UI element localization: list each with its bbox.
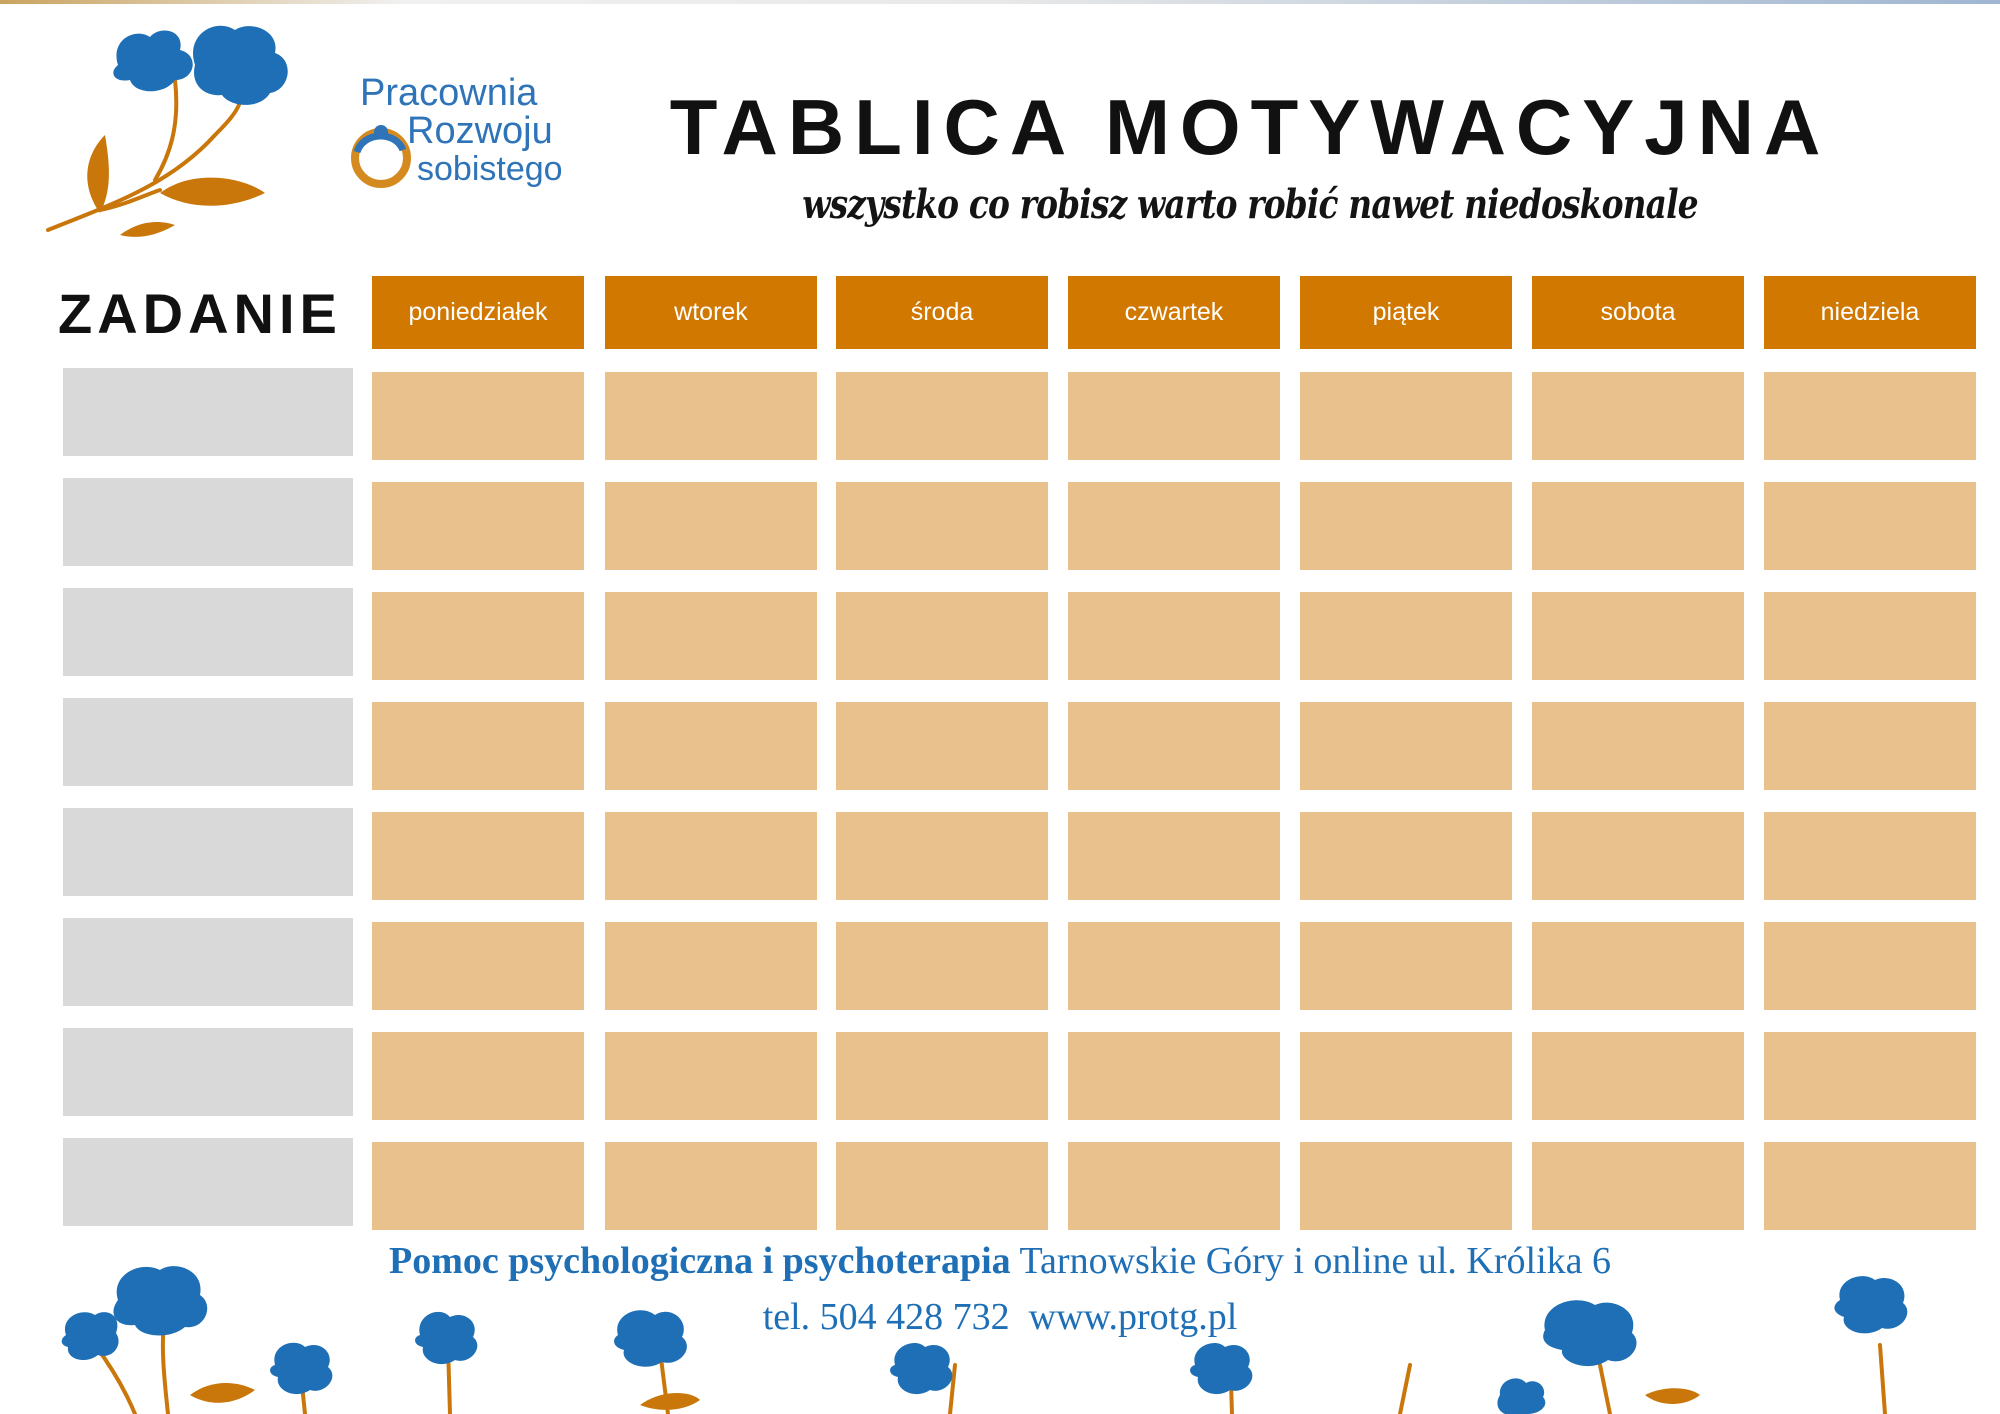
day-cell-row-5-col-2[interactable] (605, 812, 817, 900)
day-header-5: piątek (1300, 276, 1512, 349)
day-cell-row-6-col-5[interactable] (1300, 922, 1512, 1010)
day-cell-row-3-col-5[interactable] (1300, 592, 1512, 680)
day-cell-row-6-col-4[interactable] (1068, 922, 1280, 1010)
day-cell-row-8-col-2[interactable] (605, 1142, 817, 1230)
flower-decoration-icon (40, 15, 300, 240)
day-cell-row-4-col-5[interactable] (1300, 702, 1512, 790)
logo-text-line1: Pracownia (360, 72, 538, 114)
task-column-header: ZADANIE (58, 282, 342, 345)
day-cell-row-7-col-6[interactable] (1532, 1032, 1744, 1120)
logo-text-line3: sobistego (417, 150, 563, 188)
day-cell-row-5-col-1[interactable] (372, 812, 584, 900)
logo-mark-icon (345, 102, 415, 192)
day-cell-row-2-col-6[interactable] (1532, 482, 1744, 570)
day-cell-row-1-col-1[interactable] (372, 372, 584, 460)
day-cell-row-4-col-3[interactable] (836, 702, 1048, 790)
task-cell-row-2[interactable] (63, 478, 353, 566)
day-cell-row-2-col-1[interactable] (372, 482, 584, 570)
logo-text-line2: Rozwoju (407, 110, 553, 152)
day-cell-row-4-col-4[interactable] (1068, 702, 1280, 790)
day-cell-row-6-col-3[interactable] (836, 922, 1048, 1010)
day-header-7: niedziela (1764, 276, 1976, 349)
day-cell-row-7-col-4[interactable] (1068, 1032, 1280, 1120)
day-cell-row-4-col-6[interactable] (1532, 702, 1744, 790)
day-cell-row-2-col-3[interactable] (836, 482, 1048, 570)
footer-phone: tel. 504 428 732 (762, 1296, 1010, 1338)
day-cell-row-4-col-7[interactable] (1764, 702, 1976, 790)
day-cell-row-3-col-6[interactable] (1532, 592, 1744, 680)
day-header-3: środa (836, 276, 1048, 349)
day-cell-row-5-col-5[interactable] (1300, 812, 1512, 900)
day-cell-row-7-col-2[interactable] (605, 1032, 817, 1120)
logo (345, 72, 595, 197)
day-cell-row-6-col-6[interactable] (1532, 922, 1744, 1010)
task-cell-row-5[interactable] (63, 808, 353, 896)
day-cell-row-3-col-3[interactable] (836, 592, 1048, 680)
day-cell-row-5-col-4[interactable] (1068, 812, 1280, 900)
day-cell-row-1-col-3[interactable] (836, 372, 1048, 460)
day-cell-row-2-col-2[interactable] (605, 482, 817, 570)
day-header-2: wtorek (605, 276, 817, 349)
day-cell-row-7-col-7[interactable] (1764, 1032, 1976, 1120)
day-cell-row-2-col-7[interactable] (1764, 482, 1976, 570)
task-cell-row-6[interactable] (63, 918, 353, 1006)
footer-services-bold: Pomoc psychologiczna i psychoterapia (388, 1240, 1011, 1282)
task-cell-row-8[interactable] (63, 1138, 353, 1226)
day-cell-row-2-col-4[interactable] (1068, 482, 1280, 570)
day-cell-row-1-col-4[interactable] (1068, 372, 1280, 460)
day-cell-row-8-col-7[interactable] (1764, 1142, 1976, 1230)
day-cell-row-5-col-3[interactable] (836, 812, 1048, 900)
day-cell-row-8-col-6[interactable] (1532, 1142, 1744, 1230)
page-title: TABLICA MOTYWACYJNA (669, 83, 1831, 171)
day-cell-row-3-col-2[interactable] (605, 592, 817, 680)
day-cell-row-1-col-5[interactable] (1300, 372, 1512, 460)
footer-website: www.protg.pl (1028, 1296, 1238, 1338)
day-cell-row-3-col-4[interactable] (1068, 592, 1280, 680)
day-cell-row-4-col-2[interactable] (605, 702, 817, 790)
footer-address: Tarnowskie Góry i online ul. Królika 6 (1010, 1240, 1612, 1282)
task-cell-row-7[interactable] (63, 1028, 353, 1116)
day-cell-row-5-col-6[interactable] (1532, 812, 1744, 900)
day-cell-row-5-col-7[interactable] (1764, 812, 1976, 900)
day-cell-row-7-col-5[interactable] (1300, 1032, 1512, 1120)
day-cell-row-7-col-3[interactable] (836, 1032, 1048, 1120)
day-cell-row-8-col-3[interactable] (836, 1142, 1048, 1230)
day-cell-row-8-col-1[interactable] (372, 1142, 584, 1230)
day-cell-row-4-col-1[interactable] (372, 702, 584, 790)
day-cell-row-8-col-4[interactable] (1068, 1142, 1280, 1230)
day-cell-row-1-col-2[interactable] (605, 372, 817, 460)
page-subtitle: wszystko co robisz warto robić nawet niedoskonale (802, 181, 1698, 228)
day-cell-row-6-col-7[interactable] (1764, 922, 1976, 1010)
day-cell-row-6-col-1[interactable] (372, 922, 584, 1010)
day-cell-row-7-col-1[interactable] (372, 1032, 584, 1120)
day-cell-row-3-col-7[interactable] (1764, 592, 1976, 680)
day-cell-row-1-col-6[interactable] (1532, 372, 1744, 460)
flower-decoration-icon (0, 1255, 2000, 1414)
day-header-1: poniedziałek (372, 276, 584, 349)
day-header-6: sobota (1532, 276, 1744, 349)
task-cell-row-3[interactable] (63, 588, 353, 676)
day-cell-row-3-col-1[interactable] (372, 592, 584, 680)
day-cell-row-8-col-5[interactable] (1300, 1142, 1512, 1230)
day-header-4: czwartek (1068, 276, 1280, 349)
task-cell-row-1[interactable] (63, 368, 353, 456)
top-decorative-strip (0, 0, 2000, 4)
day-cell-row-6-col-2[interactable] (605, 922, 817, 1010)
task-cell-row-4[interactable] (63, 698, 353, 786)
day-cell-row-2-col-5[interactable] (1300, 482, 1512, 570)
day-cell-row-1-col-7[interactable] (1764, 372, 1976, 460)
